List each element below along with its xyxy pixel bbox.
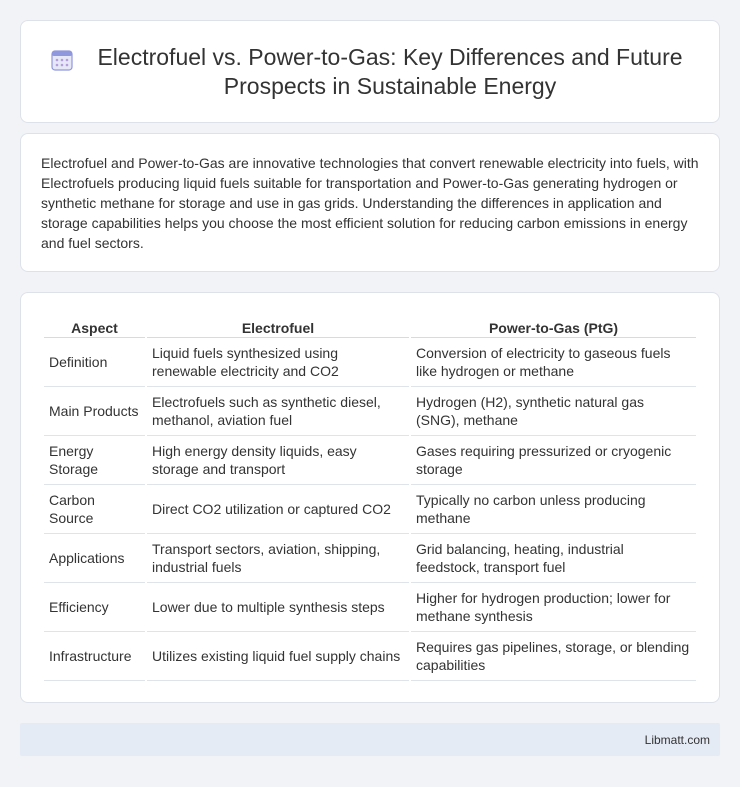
table-row	[44, 338, 696, 387]
intro-paragraph: Electrofuel and Power-to-Gas are innovative technologies that convert renewable electricity into fuels, with Electrofuels producing liquid fuels suitable for transportation and Power-to-Gas generating hydrogen or synthetic methane for storage and use in gas grids. Understanding the differences in application and storage capabilities helps you choose the most efficient solution for reducing carbon emissions in energy and fuel sectors.	[41, 155, 699, 251]
table-row	[44, 387, 696, 436]
electrofuel-cell: Direct CO2 utilization or captured CO2	[147, 485, 409, 534]
ptg-cell: Grid balancing, heating, industrial feedstock, transport fuel	[411, 534, 696, 583]
header-aspect: Aspect	[44, 314, 145, 338]
header-power-to-gas: Power-to-Gas (PtG)	[411, 314, 696, 338]
aspect-cell: Applications	[44, 534, 145, 583]
table-row	[44, 534, 696, 583]
electrofuel-cell: Electrofuels such as synthetic diesel, methanol, aviation fuel	[147, 387, 409, 436]
ptg-cell: Typically no carbon unless producing methane	[411, 485, 696, 534]
header-electrofuel: Electrofuel	[147, 314, 409, 338]
title-card	[20, 20, 720, 123]
aspect-cell: Energy Storage	[44, 436, 145, 485]
electrofuel-cell: Utilizes existing liquid fuel supply chains	[147, 632, 409, 681]
electrofuel-cell: Lower due to multiple synthesis steps	[147, 583, 409, 632]
aspect-cell: Efficiency	[44, 583, 145, 632]
electrofuel-cell: Liquid fuels synthesized using renewable electricity and CO2	[147, 338, 409, 387]
aspect-cell: Definition	[44, 338, 145, 387]
intro-card	[20, 133, 720, 272]
comparison-table	[42, 314, 698, 681]
footer-site-link[interactable]: Libmatt.com	[644, 733, 710, 747]
ptg-cell: Gases requiring pressurized or cryogenic storage	[411, 436, 696, 485]
page-title: Electrofuel vs. Power-to-Gas: Key Differences and Future Prospects in Sustainable Energy	[97, 43, 683, 99]
aspect-cell: Main Products	[44, 387, 145, 436]
ptg-cell: Hydrogen (H2), synthetic natural gas (SNG), methane	[411, 387, 696, 436]
ptg-cell: Higher for hydrogen production; lower for methane synthesis	[411, 583, 696, 632]
electrofuel-cell: Transport sectors, aviation, shipping, industrial fuels	[147, 534, 409, 583]
aspect-cell: Carbon Source	[44, 485, 145, 534]
table-row	[44, 583, 696, 632]
ptg-cell: Requires gas pipelines, storage, or blending capabilities	[411, 632, 696, 681]
footer-bar	[20, 723, 720, 756]
table-row	[44, 485, 696, 534]
ptg-cell: Conversion of electricity to gaseous fuels like hydrogen or methane	[411, 338, 696, 387]
comparison-card	[20, 292, 720, 703]
aspect-cell: Infrastructure	[44, 632, 145, 681]
electrofuel-cell: High energy density liquids, easy storage and transport	[147, 436, 409, 485]
table-row	[44, 632, 696, 681]
table-header-row	[44, 314, 696, 338]
table-row	[44, 436, 696, 485]
